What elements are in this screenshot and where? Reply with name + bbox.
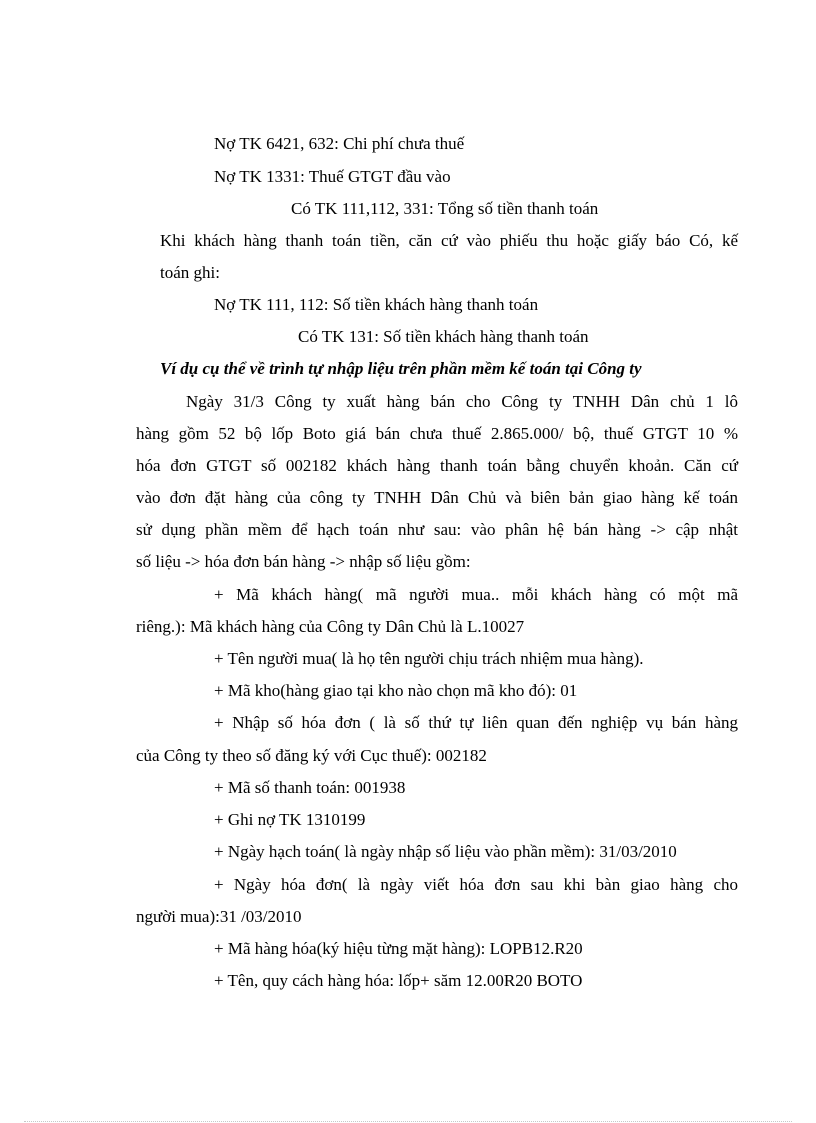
journal-entry-debit-vat: Nợ TK 1331: Thuế GTGT đầu vào (214, 167, 451, 186)
example-paragraph-line-1: Ngày 31/3 Công ty xuất hàng bán cho Công ty TNHH Dân chủ 1 lô (186, 392, 738, 411)
payment-intro-line-1: Khi khách hàng thanh toán tiền, căn cứ vào phiếu thu hoặc giấy báo Có, kế (160, 231, 738, 250)
example-paragraph-line-6: số liệu -> hóa đơn bán hàng -> nhập số liệu gồm: (136, 552, 471, 571)
item-invoice-date-line-1: + Ngày hóa đơn( là ngày viết hóa đơn sau khi bàn giao hàng cho (214, 875, 738, 894)
item-posting-date: + Ngày hạch toán( là ngày nhập số liệu vào phần mềm): 31/03/2010 (214, 842, 677, 861)
page-bottom-divider (24, 1121, 792, 1122)
item-customer-code-line-1: + Mã khách hàng( mã người mua.. mỗi khách hàng có một mã (214, 585, 738, 604)
example-paragraph-line-3: hóa đơn GTGT số 002182 khách hàng thanh toán bằng chuyển khoản. Căn cứ (136, 456, 738, 475)
example-heading: Ví dụ cụ thể về trình tự nhập liệu trên phần mềm kế toán tại Công ty (160, 359, 642, 378)
item-warehouse-code: + Mã kho(hàng giao tại kho nào chọn mã kho đó): 01 (214, 681, 578, 700)
item-invoice-date-line-2: người mua):31 /03/2010 (136, 907, 302, 926)
item-product-code: + Mã hàng hóa(ký hiệu từng mặt hàng): LOPB12.R20 (214, 939, 583, 958)
payment-entry-debit: Nợ TK 111, 112: Số tiền khách hàng thanh toán (214, 295, 539, 314)
example-paragraph-line-5: sử dụng phần mềm để hạch toán như sau: vào phân hệ bán hàng -> cập nhật (136, 520, 738, 539)
item-product-name: + Tên, quy cách hàng hóa: lốp+ săm 12.00R20 BOTO (214, 971, 583, 990)
item-payment-code: + Mã số thanh toán: 001938 (214, 778, 406, 797)
example-paragraph-line-4: vào đơn đặt hàng của công ty TNHH Dân Chủ và biên bản giao hàng kế toán (136, 488, 738, 507)
item-buyer-name: + Tên người mua( là họ tên người chịu trách nhiệm mua hàng). (214, 649, 644, 668)
item-customer-code-line-2: riêng.): Mã khách hàng của Công ty Dân Chủ là L.10027 (136, 617, 525, 636)
payment-entry-credit: Có TK 131: Số tiền khách hàng thanh toán (298, 327, 589, 346)
item-invoice-number-line-2: của Công ty theo số đăng ký với Cục thuế): 002182 (136, 746, 487, 765)
example-paragraph-line-2: hàng gồm 52 bộ lốp Boto giá bán chưa thuế 2.865.000/ bộ, thuế GTGT 10 % (136, 424, 738, 443)
item-invoice-number-line-1: + Nhập số hóa đơn ( là số thứ tự liên quan đến nghiệp vụ bán hàng (214, 713, 738, 732)
journal-entry-debit-expense: Nợ TK 6421, 632: Chi phí chưa thuế (214, 134, 465, 153)
journal-entry-credit-total: Có TK 111,112, 331: Tổng số tiền thanh toán (291, 199, 599, 218)
payment-intro-line-2: toán ghi: (160, 263, 220, 282)
item-debit-account: + Ghi nợ TK 1310199 (214, 810, 366, 829)
